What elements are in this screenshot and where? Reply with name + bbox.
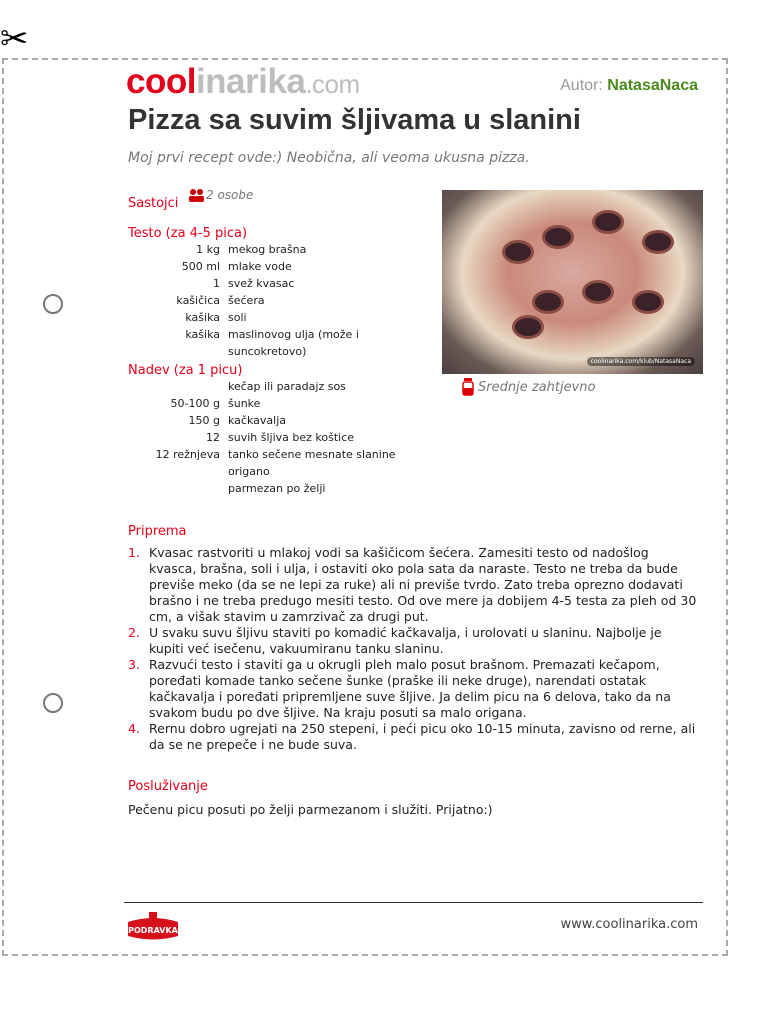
logo-red: cool [126,62,196,101]
ingredient-row [128,412,438,429]
qty: 1 kg [196,243,220,256]
qty: kašičica [176,294,220,307]
qty [128,480,228,497]
qty [128,463,228,480]
podravka-logo [126,910,180,946]
qty: 500 ml [181,260,220,273]
ingredient-group [128,241,438,360]
ingredient-name: kečap ili paradajz sos [228,380,346,393]
ingredient-row [128,241,438,258]
step-number: 3. [128,657,140,672]
ingredient-name: mlake vode [228,260,292,273]
punch-hole [43,294,63,314]
author-label: Autor: [560,77,603,94]
photo-watermark: coolinarika.com/klub/NatasaNaca [587,357,695,366]
coolinarika-logo[interactable] [126,62,360,102]
punch-hole [43,693,63,713]
ingredient-row [128,326,438,360]
ingredient-row [128,275,438,292]
recipe-subtitle: Moj prvi recept ovde:) Neobična, ali veoma ukusna pizza. [128,150,530,166]
ingredient-row [128,480,438,497]
svg-text:PODRAVKA: PODRAVKA [128,926,178,935]
difficulty [462,378,595,396]
qty: kašika [185,328,220,341]
ingredient-row [128,309,438,326]
step [128,625,698,657]
ingredient-row [128,446,438,463]
ingredient-name: mekog brašna [228,243,307,256]
step-text: Kvasac rastvoriti u mlakoj vodi sa kašičicom šećera. Zamesiti testo od nadošlog kvasca, brašna, soli i ulja, i ostaviti oko pola sata da naraste. Testo ne treba da bude previše meko (da se ne lepi za ruke) ali ni previše tvrdo. Zato treba oprezno dodavati brašno i ne treba predugo mesiti testo. Od ove mere ja dobijem 4-5 testa za pleh od 30 cm, a višak stavim u zamrzivač za drugi put. [149,545,697,624]
ingredient-name: soli [228,311,247,324]
logo-domain: .com [305,69,360,99]
qty: 12 režnjeva [155,448,220,461]
preparation-label: Priprema [128,524,187,539]
ingredient-row [128,258,438,275]
group-title: Nadev (za 1 picu) [128,363,243,378]
step-text: Razvući testo i staviti ga u okrugli pleh malo posut brašnom. Premazati kečapom, poređati komade tanko sečene šunke (praške ili neke druge), narendati ostatak kačkavalja i poređati pripremljene suve šljive. Ja delim picu na 6 delova, tako da na svakom budu po dve šljive. Na kraju posuti sa malo origana. [149,657,671,720]
ingredient-name: suvih šljiva bez koštice [228,431,355,444]
ingredient-name: maslinovog ulja (može i suncokretovo) [228,328,359,358]
ingredient-row [128,463,438,480]
recipe-photo [442,190,703,374]
step-number: 4. [128,721,140,736]
ingredient-row [128,395,438,412]
step-text: Rernu dobro ugrejati na 250 stepeni, i peći picu oko 10-15 minuta, zavisno od rerne, ali da se ne prepeče i ne bude suva. [149,721,696,752]
website-link[interactable]: www.coolinarika.com [560,917,698,932]
qty: 1 [213,277,220,290]
recipe-title: Pizza sa suvim šljivama u slanini [128,104,581,136]
author-name[interactable]: NatasaNaca [607,77,698,94]
ingredient-name: svež kvasac [228,277,295,290]
ingredient-name: kačkavalja [228,414,286,427]
scissors-icon: ✂ [0,19,29,59]
ingredient-group [128,378,438,497]
step-number: 1. [128,545,140,560]
step-number: 2. [128,625,140,640]
group-title: Testo (za 4-5 pica) [128,226,248,241]
step-text: U svaku suvu šljivu staviti po komadić kačkavalja, i urolovati u slaninu. Najbolje je kupiti već isečenu, vakuumiranu tanku slaninu. [149,625,662,656]
qty: 150 g [188,414,220,427]
servings [188,188,253,202]
author [560,77,698,95]
people-icon [188,188,206,202]
serving-text: Pečenu picu posuti po želji parmezanom i služiti. Prijatno:) [128,802,493,817]
ingredient-name: origano [228,465,270,478]
ingredient-row [128,292,438,309]
ingredient-name: šećera [228,294,265,307]
logo-gray: inarika [195,62,306,101]
qty: 12 [206,431,220,444]
qty: kašika [185,311,220,324]
step [128,721,698,753]
ingredient-name: parmezan po želji [228,482,326,495]
difficulty-jar-icon [462,378,474,396]
serving-label: Posluživanje [128,779,208,794]
ingredients-label: Sastojci [128,196,179,211]
qty [128,378,228,395]
step [128,657,698,721]
preparation-steps [128,545,698,753]
ingredient-list [128,226,438,497]
difficulty-text: Srednje zahtjevno [478,379,596,395]
qty: 50-100 g [170,397,220,410]
servings-text: 2 osobe [206,188,254,202]
step [128,545,698,625]
ingredient-row [128,429,438,446]
ingredient-name: šunke [228,397,261,410]
ingredient-row [128,378,438,395]
ingredient-name: tanko sečene mesnate slanine [228,448,396,461]
footer-divider [124,902,703,903]
